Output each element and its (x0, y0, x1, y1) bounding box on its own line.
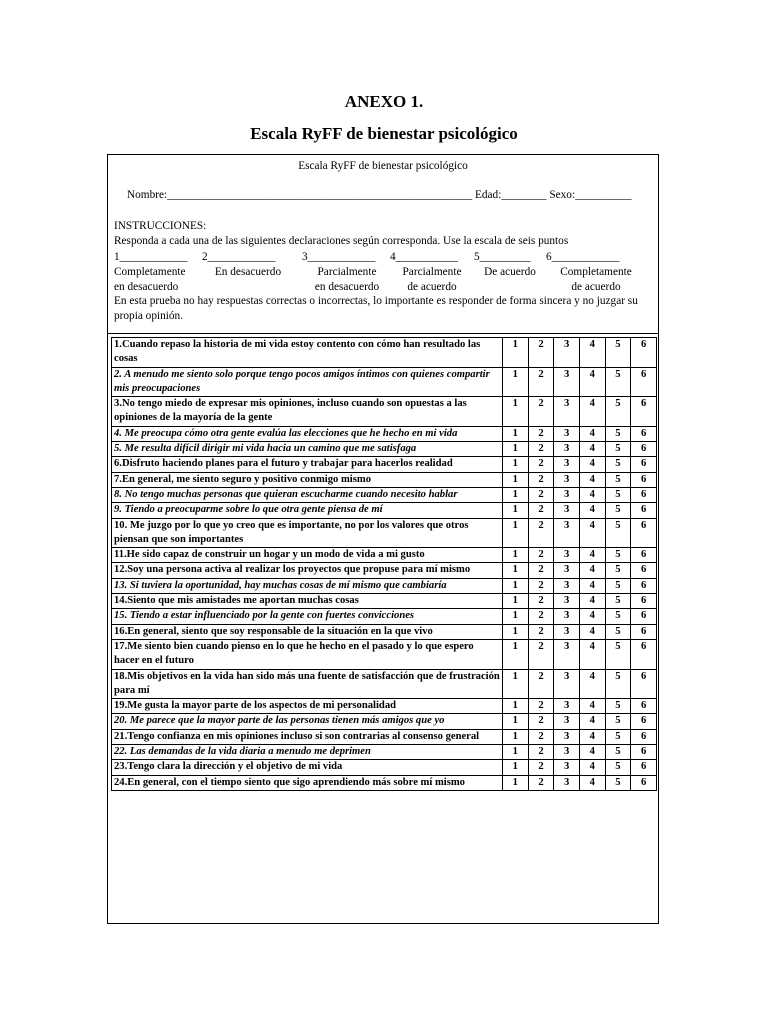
response-option-5[interactable]: 5 (605, 457, 631, 472)
response-option-1[interactable]: 1 (503, 338, 529, 368)
response-option-4[interactable]: 4 (579, 367, 605, 397)
response-option-5[interactable]: 5 (605, 442, 631, 457)
response-option-1[interactable]: 1 (503, 457, 529, 472)
response-option-6[interactable]: 6 (631, 457, 657, 472)
response-option-2[interactable]: 2 (528, 426, 554, 441)
response-option-6[interactable]: 6 (631, 760, 657, 775)
scale-label: en desacuerdo (314, 281, 380, 293)
response-option-3[interactable]: 3 (554, 669, 580, 699)
response-option-2[interactable]: 2 (528, 442, 554, 457)
response-option-6[interactable]: 6 (631, 669, 657, 699)
item-statement: 21.Tengo confianza en mis opiniones incluso si son contrarias al consenso general (112, 729, 503, 744)
response-option-1[interactable]: 1 (503, 760, 529, 775)
response-option-3[interactable]: 3 (554, 472, 580, 487)
item-row (112, 518, 657, 548)
response-option-1[interactable]: 1 (503, 699, 529, 714)
scale-label: en desacuerdo (114, 281, 179, 293)
response-option-1[interactable]: 1 (503, 775, 529, 790)
item-statement: 16.En general, siento que soy responsable de la situación en la que vivo (112, 624, 503, 639)
item-row (112, 503, 657, 518)
item-row (112, 775, 657, 790)
item-statement: 1.Cuando repaso la historia de mi vida estoy contento con cómo han resultado las cosas (112, 338, 503, 368)
item-row (112, 472, 657, 487)
scale-option (202, 250, 294, 280)
personal-data-fields: Nombre:______________________________________________________ Edad:________ Sexo:__________ (127, 189, 632, 201)
response-option-4[interactable]: 4 (579, 472, 605, 487)
response-option-3[interactable]: 3 (554, 624, 580, 639)
response-option-6[interactable]: 6 (631, 472, 657, 487)
item-row (112, 367, 657, 397)
item-row (112, 442, 657, 457)
item-row (112, 639, 657, 669)
response-option-5[interactable]: 5 (605, 760, 631, 775)
item-statement: 5. Me resulta difícil dirigir mi vida hacia un camino que me satisfaga (112, 442, 503, 457)
response-option-6[interactable]: 6 (631, 639, 657, 669)
response-option-2[interactable]: 2 (528, 594, 554, 609)
item-statement: 24.En general, con el tiempo siento que sigo aprendiendo más sobre mí mismo (112, 775, 503, 790)
response-option-5[interactable]: 5 (605, 367, 631, 397)
response-option-2[interactable]: 2 (528, 472, 554, 487)
response-option-1[interactable]: 1 (503, 397, 529, 427)
scale-label: Completamente (114, 266, 186, 278)
response-option-4[interactable]: 4 (579, 624, 605, 639)
response-option-3[interactable]: 3 (554, 503, 580, 518)
item-statement: 19.Me gusta la mayor parte de los aspectos de mi personalidad (112, 699, 503, 714)
item-statement: 9. Tiendo a preocuparme sobre lo que otra gente piensa de mí (112, 503, 503, 518)
response-option-6[interactable]: 6 (631, 578, 657, 593)
response-option-4[interactable]: 4 (579, 699, 605, 714)
scale-label: de acuerdo (407, 281, 457, 293)
response-option-3[interactable]: 3 (554, 745, 580, 760)
response-option-1[interactable]: 1 (503, 442, 529, 457)
item-row (112, 714, 657, 729)
scale-label: Completamente (560, 266, 632, 278)
response-option-2[interactable]: 2 (528, 714, 554, 729)
response-option-5[interactable]: 5 (605, 594, 631, 609)
item-row (112, 624, 657, 639)
response-option-4[interactable]: 4 (579, 487, 605, 502)
item-statement: 18.Mis objetivos en la vida han sido más una fuente de satisfacción que de frustración para mí (112, 669, 503, 699)
scale-number: 3____________ (302, 251, 376, 263)
response-option-1[interactable]: 1 (503, 714, 529, 729)
scale-label: De acuerdo (484, 266, 536, 278)
scale-option (390, 250, 474, 295)
questionnaire-form (107, 154, 659, 924)
response-option-2[interactable]: 2 (528, 503, 554, 518)
response-option-1[interactable]: 1 (503, 367, 529, 397)
response-option-4[interactable]: 4 (579, 338, 605, 368)
response-option-3[interactable]: 3 (554, 775, 580, 790)
response-option-1[interactable]: 1 (503, 669, 529, 699)
response-option-6[interactable]: 6 (631, 442, 657, 457)
response-option-3[interactable]: 3 (554, 760, 580, 775)
scale-option (546, 250, 646, 295)
response-option-4[interactable]: 4 (579, 578, 605, 593)
response-option-4[interactable]: 4 (579, 609, 605, 624)
item-row (112, 609, 657, 624)
response-option-6[interactable]: 6 (631, 487, 657, 502)
response-option-5[interactable]: 5 (605, 745, 631, 760)
response-option-2[interactable]: 2 (528, 518, 554, 548)
instructions-note: En esta prueba no hay respuestas correctas o incorrectas, lo importante es responder de forma sincera y no juzgar su propia opinión. (114, 295, 638, 322)
response-option-2[interactable]: 2 (528, 669, 554, 699)
item-row (112, 426, 657, 441)
form-header (108, 155, 658, 334)
response-option-1[interactable]: 1 (503, 548, 529, 563)
response-option-5[interactable]: 5 (605, 472, 631, 487)
response-option-1[interactable]: 1 (503, 624, 529, 639)
response-option-4[interactable]: 4 (579, 714, 605, 729)
response-option-5[interactable]: 5 (605, 729, 631, 744)
response-option-1[interactable]: 1 (503, 729, 529, 744)
response-option-1[interactable]: 1 (503, 518, 529, 548)
response-option-3[interactable]: 3 (554, 457, 580, 472)
item-statement: 11.He sido capaz de construir un hogar y un modo de vida a mi gusto (112, 548, 503, 563)
response-option-3[interactable]: 3 (554, 729, 580, 744)
form-header-title: Escala RyFF de bienestar psicológico (298, 160, 468, 172)
response-option-3[interactable]: 3 (554, 397, 580, 427)
response-option-6[interactable]: 6 (631, 745, 657, 760)
response-option-1[interactable]: 1 (503, 609, 529, 624)
response-option-5[interactable]: 5 (605, 699, 631, 714)
response-option-5[interactable]: 5 (605, 426, 631, 441)
response-option-3[interactable]: 3 (554, 367, 580, 397)
scale-label: de acuerdo (571, 281, 621, 293)
item-statement: 13. Si tuviera la oportunidad, hay muchas cosas de mí mismo que cambiaría (112, 578, 503, 593)
response-option-1[interactable]: 1 (503, 503, 529, 518)
response-option-4[interactable]: 4 (579, 397, 605, 427)
response-option-6[interactable]: 6 (631, 548, 657, 563)
item-statement: 4. Me preocupa cómo otra gente evalúa las elecciones que he hecho en mi vida (112, 426, 503, 441)
item-row (112, 563, 657, 578)
response-option-3[interactable]: 3 (554, 518, 580, 548)
item-row (112, 457, 657, 472)
response-option-2[interactable]: 2 (528, 487, 554, 502)
response-option-2[interactable]: 2 (528, 639, 554, 669)
instructions-label: INSTRUCCIONES: (114, 220, 207, 232)
response-option-6[interactable]: 6 (631, 624, 657, 639)
response-option-5[interactable]: 5 (605, 503, 631, 518)
response-option-4[interactable]: 4 (579, 503, 605, 518)
response-option-2[interactable]: 2 (528, 367, 554, 397)
response-option-1[interactable]: 1 (503, 487, 529, 502)
scale-option (474, 250, 546, 280)
response-option-3[interactable]: 3 (554, 594, 580, 609)
item-statement: 23.Tengo clara la dirección y el objetivo de mi vida (112, 760, 503, 775)
response-option-6[interactable]: 6 (631, 714, 657, 729)
response-option-6[interactable]: 6 (631, 563, 657, 578)
item-row (112, 487, 657, 502)
response-option-6[interactable]: 6 (631, 397, 657, 427)
item-statement: 10. Me juzgo por lo que yo creo que es importante, no por los valores que otros piensan que son importantes (112, 518, 503, 548)
response-option-6[interactable]: 6 (631, 367, 657, 397)
item-statement: 14.Siento que mis amistades me aportan muchas cosas (112, 594, 503, 609)
item-statement: 15. Tiendo a estar influenciado por la gente con fuertes convicciones (112, 609, 503, 624)
response-option-2[interactable]: 2 (528, 775, 554, 790)
response-option-6[interactable]: 6 (631, 729, 657, 744)
response-option-4[interactable]: 4 (579, 563, 605, 578)
scale-number: 6____________ (546, 251, 620, 263)
response-option-4[interactable]: 4 (579, 775, 605, 790)
response-option-2[interactable]: 2 (528, 760, 554, 775)
item-statement: 7.En general, me siento seguro y positivo conmigo mismo (112, 472, 503, 487)
response-option-5[interactable]: 5 (605, 669, 631, 699)
item-statement: 3.No tengo miedo de expresar mis opiniones, incluso cuando son opuestas a las opiniones de la mayoría de la gente (112, 397, 503, 427)
response-option-5[interactable]: 5 (605, 548, 631, 563)
response-option-5[interactable]: 5 (605, 338, 631, 368)
item-row (112, 548, 657, 563)
response-option-5[interactable]: 5 (605, 609, 631, 624)
item-row (112, 397, 657, 427)
response-option-4[interactable]: 4 (579, 745, 605, 760)
response-option-3[interactable]: 3 (554, 442, 580, 457)
scale-number: 2____________ (202, 251, 276, 263)
response-option-4[interactable]: 4 (579, 639, 605, 669)
response-option-3[interactable]: 3 (554, 639, 580, 669)
scale-number: 5_________ (474, 251, 531, 263)
response-option-6[interactable]: 6 (631, 699, 657, 714)
response-option-6[interactable]: 6 (631, 518, 657, 548)
response-option-3[interactable]: 3 (554, 338, 580, 368)
item-row (112, 594, 657, 609)
response-option-2[interactable]: 2 (528, 548, 554, 563)
item-statement: 12.Soy una persona activa al realizar los proyectos que propuse para mí mismo (112, 563, 503, 578)
response-option-2[interactable]: 2 (528, 729, 554, 744)
response-option-3[interactable]: 3 (554, 699, 580, 714)
response-option-3[interactable]: 3 (554, 578, 580, 593)
response-option-5[interactable]: 5 (605, 639, 631, 669)
item-statement: 8. No tengo muchas personas que quieran escucharme cuando necesito hablar (112, 487, 503, 502)
response-option-4[interactable]: 4 (579, 594, 605, 609)
response-option-1[interactable]: 1 (503, 426, 529, 441)
response-option-4[interactable]: 4 (579, 760, 605, 775)
scale-number: 1____________ (114, 251, 188, 263)
instructions (114, 219, 654, 249)
scale-number: 4___________ (390, 251, 458, 263)
response-option-2[interactable]: 2 (528, 624, 554, 639)
scale-label: Parcialmente (317, 266, 377, 278)
response-option-2[interactable]: 2 (528, 397, 554, 427)
item-row (112, 338, 657, 368)
item-row (112, 669, 657, 699)
item-statement: 2. A menudo me siento solo porque tengo pocos amigos íntimos con quienes compartir mis preocupaciones (112, 367, 503, 397)
item-row (112, 760, 657, 775)
item-row (112, 745, 657, 760)
response-option-2[interactable]: 2 (528, 457, 554, 472)
item-statement: 6.Disfruto haciendo planes para el futuro y trabajar para hacerlos realidad (112, 457, 503, 472)
item-row (112, 699, 657, 714)
document-title: Escala RyFF de bienestar psicológico (250, 124, 518, 143)
item-statement: 22. Las demandas de la vida diaria a menudo me deprimen (112, 745, 503, 760)
item-statement: 17.Me siento bien cuando pienso en lo que he hecho en el pasado y lo que espero hacer en el futuro (112, 639, 503, 669)
response-option-3[interactable]: 3 (554, 426, 580, 441)
response-option-2[interactable]: 2 (528, 745, 554, 760)
item-row (112, 578, 657, 593)
response-option-5[interactable]: 5 (605, 578, 631, 593)
response-option-6[interactable]: 6 (631, 426, 657, 441)
response-option-6[interactable]: 6 (631, 594, 657, 609)
response-option-4[interactable]: 4 (579, 518, 605, 548)
scale-option (302, 250, 392, 295)
response-option-5[interactable]: 5 (605, 563, 631, 578)
response-option-5[interactable]: 5 (605, 775, 631, 790)
response-option-1[interactable]: 1 (503, 745, 529, 760)
annex-title: ANEXO 1. (344, 92, 424, 111)
response-option-2[interactable]: 2 (528, 699, 554, 714)
response-option-3[interactable]: 3 (554, 563, 580, 578)
item-row (112, 729, 657, 744)
scale-label: Parcialmente (402, 266, 462, 278)
response-option-6[interactable]: 6 (631, 609, 657, 624)
response-option-1[interactable]: 1 (503, 594, 529, 609)
response-option-2[interactable]: 2 (528, 563, 554, 578)
item-statement: 20. Me parece que la mayor parte de las personas tienen más amigos que yo (112, 714, 503, 729)
response-option-3[interactable]: 3 (554, 487, 580, 502)
response-option-3[interactable]: 3 (554, 548, 580, 563)
response-option-4[interactable]: 4 (579, 548, 605, 563)
response-option-4[interactable]: 4 (579, 729, 605, 744)
instructions-text: Responda a cada una de las siguientes declaraciones según corresponda. Use la escala de seis puntos (114, 235, 569, 247)
response-option-1[interactable]: 1 (503, 639, 529, 669)
response-option-5[interactable]: 5 (605, 397, 631, 427)
response-option-5[interactable]: 5 (605, 714, 631, 729)
response-option-2[interactable]: 2 (528, 609, 554, 624)
response-scale (114, 250, 654, 292)
response-option-3[interactable]: 3 (554, 609, 580, 624)
response-option-5[interactable]: 5 (605, 624, 631, 639)
response-option-2[interactable]: 2 (528, 578, 554, 593)
response-option-1[interactable]: 1 (503, 578, 529, 593)
response-option-4[interactable]: 4 (579, 669, 605, 699)
response-option-5[interactable]: 5 (605, 487, 631, 502)
scale-option (114, 250, 200, 295)
response-option-1[interactable]: 1 (503, 563, 529, 578)
response-option-4[interactable]: 4 (579, 442, 605, 457)
response-option-2[interactable]: 2 (528, 338, 554, 368)
response-option-6[interactable]: 6 (631, 503, 657, 518)
response-option-6[interactable]: 6 (631, 775, 657, 790)
response-option-4[interactable]: 4 (579, 426, 605, 441)
response-option-6[interactable]: 6 (631, 338, 657, 368)
response-option-3[interactable]: 3 (554, 714, 580, 729)
items-table (111, 337, 657, 791)
response-option-1[interactable]: 1 (503, 472, 529, 487)
response-option-5[interactable]: 5 (605, 518, 631, 548)
response-option-4[interactable]: 4 (579, 457, 605, 472)
scale-label: En desacuerdo (214, 266, 282, 278)
